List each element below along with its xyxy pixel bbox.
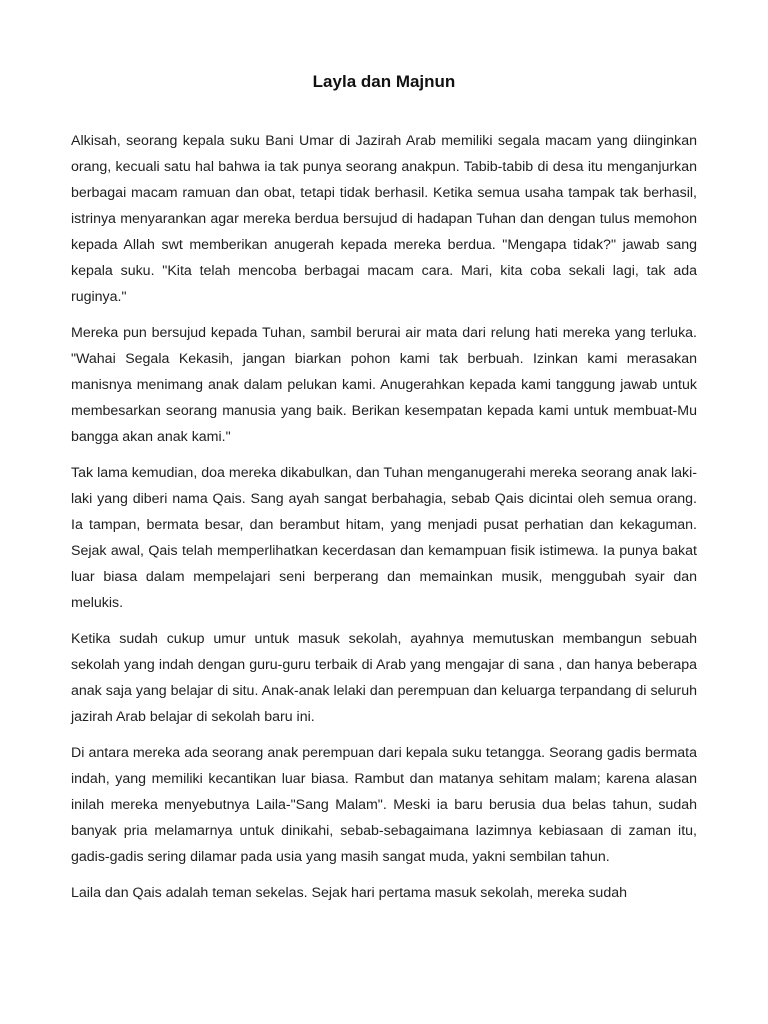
- paragraph-6: Laila dan Qais adalah teman sekelas. Sejak hari pertama masuk sekolah, mereka sudah: [71, 885, 627, 901]
- paragraph-2: Mereka pun bersujud kepada Tuhan, sambil berurai air mata dari relung hati mereka yang terluka. "Wahai Segala Kekasih, jangan biarkan pohon kami tak berbuah. Izinkan kami merasakan manisnya menimang anak dalam pelukan kami. Anugerahkan kepada kami tanggung jawab untuk membesarkan seorang manusia yang baik. Berikan kesempatan kepada kami untuk membuat-Mu bangga akan anak kami.": [71, 325, 697, 445]
- paragraph-5: Di antara mereka ada seorang anak perempuan dari kepala suku tetangga. Seorang gadis bermata indah, yang memiliki kecantikan luar biasa. Rambut dan matanya sehitam malam; karena alasan inilah mereka menyebutnya Laila-"Sang Malam". Meski ia baru berusia dua belas tahun, sudah banyak pria melamarnya untuk dinikahi, sebab-sebagaimana lazimnya kebiasaan di zaman itu, gadis-gadis sering dilamar pada usia yang masih sangat muda, yakni sembilan tahun.: [71, 745, 697, 865]
- paragraph-1: Alkisah, seorang kepala suku Bani Umar di Jazirah Arab memiliki segala macam yang diinginkan orang, kecuali satu hal bahwa ia tak punya seorang anakpun. Tabib-tabib di desa itu menganjurkan berbagai macam ramuan dan obat, tetapi tidak berhasil. Ketika semua usaha tampak tak berhasil, istrinya menyarankan agar mereka berdua bersujud di hadapan Tuhan dan dengan tulus memohon kepada Allah swt memberikan anugerah kepada mereka berdua. "Mengapa tidak?" jawab sang kepala suku. "Kita telah mencoba berbagai macam cara. Mari, kita coba sekali lagi, tak ada ruginya.": [71, 133, 697, 305]
- paragraph-3: Tak lama kemudian, doa mereka dikabulkan, dan Tuhan menganugerahi mereka seorang anak laki-laki yang diberi nama Qais. Sang ayah sangat berbahagia, sebab Qais dicintai oleh semua orang. Ia tampan, bermata besar, dan berambut hitam, yang menjadi pusat perhatian dan kekaguman. Sejak awal, Qais telah memperlihatkan kecerdasan dan kemampuan fisik istimewa. Ia punya bakat luar biasa dalam mempelajari seni berperang dan memainkan musik, menggubah syair dan melukis.: [71, 465, 697, 611]
- paragraph-4: Ketika sudah cukup umur untuk masuk sekolah, ayahnya memutuskan membangun sebuah sekolah yang indah dengan guru-guru terbaik di Arab yang mengajar di sana , dan hanya beberapa anak saja yang belajar di situ. Anak-anak lelaki dan perempuan dan keluarga terpandang di seluruh jazirah Arab belajar di sekolah baru ini.: [71, 631, 697, 725]
- document-body: [71, 128, 697, 906]
- document-title: Layla dan Majnun: [312, 72, 456, 91]
